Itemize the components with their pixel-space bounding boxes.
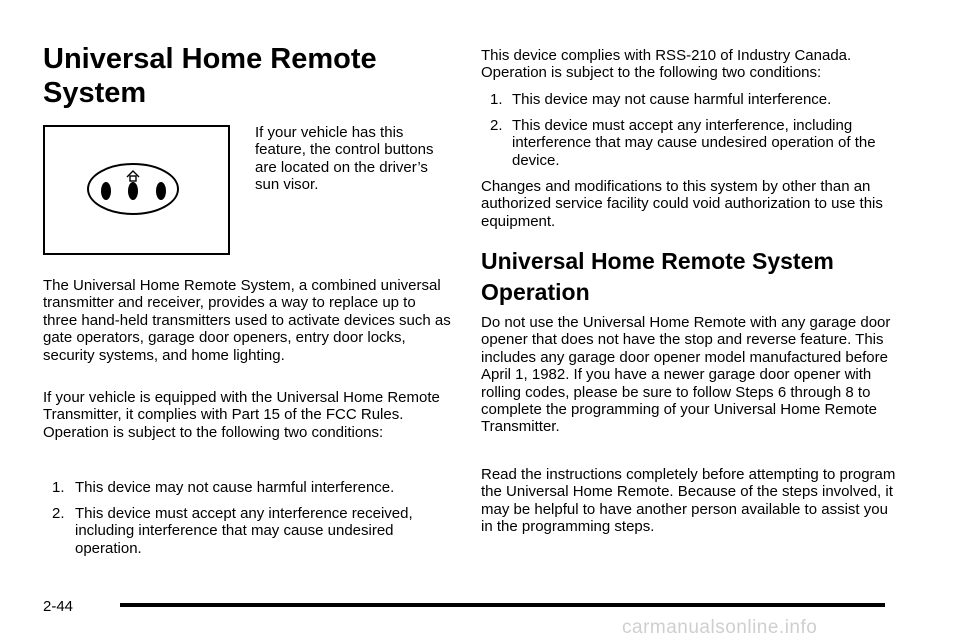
canada-compliance-paragraph: This device complies with RSS-210 of Industry Canada. Operation is subject to the following two conditions:	[481, 47, 852, 82]
list-item: This device must accept any interference, including interference that may cause undesired operation of the device.	[512, 117, 876, 169]
intro-paragraph: The Universal Home Remote System, a combined universal transmitter and receiver, provides a way to replace up to three hand-held transmitters used to activate devices such as gate operators, garage door openers, entry door locks, security systems, and home lighting.	[43, 277, 451, 364]
page-title: Universal Home Remote System	[43, 43, 377, 109]
list-item: This device must accept any interference received, including interference that may cause undesired operation.	[75, 505, 413, 557]
figure-caption: If your vehicle has this feature, the control buttons are located on the driver’s sun visor.	[255, 124, 434, 194]
list-item-number: 2.	[490, 117, 503, 134]
watermark: carmanualsonline.info	[622, 617, 818, 638]
fcc-compliance-paragraph: If your vehicle is equipped with the Universal Home Remote Transmitter, it complies with Part 15 of the FCC Rules. Operation is subject to the following two conditions:	[43, 389, 440, 441]
list-item-number: 1.	[490, 91, 503, 108]
house-icon	[127, 171, 139, 181]
list-item-number: 2.	[52, 505, 65, 522]
list-item: This device may not cause harmful interference.	[75, 479, 395, 496]
footer-rule	[120, 603, 885, 607]
changes-paragraph: Changes and modifications to this system by other than an authorized service facility could void authorization to use this equipment.	[481, 178, 883, 230]
section-heading: Universal Home Remote System Operation	[481, 248, 834, 305]
warning-paragraph: Do not use the Universal Home Remote with any garage door opener that does not have the stop and reverse feature. This includes any garage door opener model manufactured before April 1, 1982. If you have a newer garage door opener with rolling codes, please be sure to follow Steps 6 through 8 to complete the programming of your Universal Home Remote Transmitter.	[481, 314, 891, 436]
list-item-number: 1.	[52, 479, 65, 496]
page-number: 2-44	[43, 598, 74, 615]
visor-buttons-figure	[43, 125, 230, 255]
instructions-paragraph: Read the instructions completely before attempting to program the Universal Home Remote. Because of the steps involved, it may be helpful to have another person available to assist you in the programming steps.	[481, 466, 896, 536]
home-remote-buttons-icon	[45, 127, 228, 253]
list-item: This device may not cause harmful interference.	[512, 91, 832, 108]
